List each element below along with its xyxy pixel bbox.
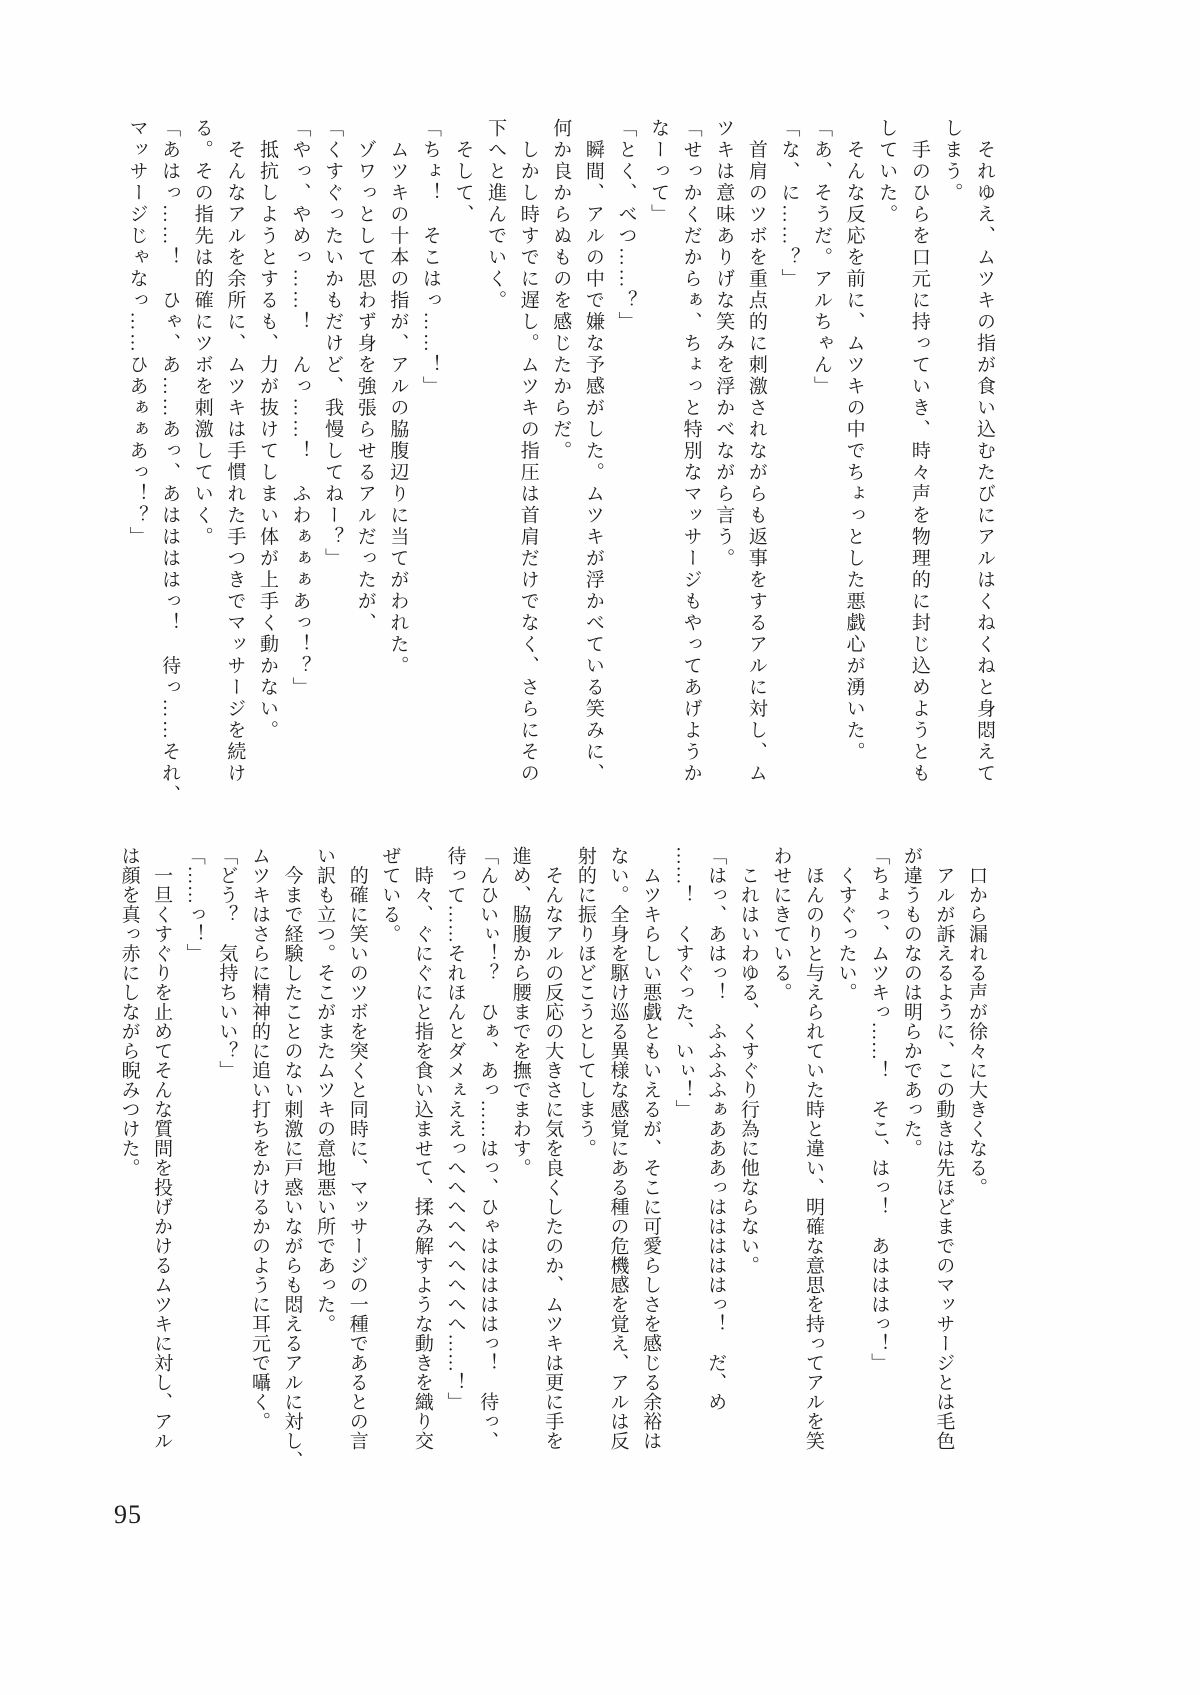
text-line: そんなアルを余所に、ムツキは手慣れた手つきでマッサージを続け <box>224 118 246 785</box>
text-line: ムツキの十本の指が、アルの脇腹辺りに当てがわれた。 <box>387 118 409 677</box>
text-line: 何か良からぬものを感じたからだ。 <box>550 118 572 462</box>
text-line: 的確に笑いのツボを突くと同時に、マッサージの一種であるとの言 <box>346 846 368 1451</box>
text-line: ……！ くすぐった、いぃ！」 <box>672 846 694 1119</box>
text-line: 手のひらを口元に持っていき、時々声を物理的に封じ込めようとも <box>908 118 930 785</box>
text-line: 「……っ！」 <box>183 846 205 963</box>
text-line: これはいわゆる、くすぐり行為に他ならない。 <box>737 846 759 1275</box>
text-line: くすぐったい。 <box>835 846 857 1002</box>
text-line: が違うものなのは明らかであった。 <box>900 846 922 1158</box>
text-line: なーって」 <box>648 118 670 226</box>
text-line: 「とく、べつ……？」 <box>615 118 637 333</box>
text-line: そんな反応を前に、ムツキの中でちょっとした悪戯心が湧いた。 <box>843 118 865 763</box>
text-line: 抵抗しようとするも、力が抜けてしまい体が上手く動かない。 <box>256 118 278 742</box>
text-line: 射的に振りほどこうとしてしまう。 <box>574 846 596 1158</box>
text-line: ぜている。 <box>379 846 401 944</box>
text-line: アルが訴えるように、この動きは先ほどまでのマッサージとは毛色 <box>933 846 955 1451</box>
text-line: ムツキらしい悪戯ともいえるが、そこに可愛らしさを感じる余裕は <box>640 846 662 1451</box>
text-line: していた。 <box>876 118 898 226</box>
text-line: 時々、ぐにぐにと指を食い込ませて、揉み解すような動きを織り交 <box>411 846 433 1451</box>
text-line: 瞬間、アルの中で嫌な予感がした。ムツキが浮かべている笑みに、 <box>582 118 604 785</box>
text-line: 「あはっ……！ ひゃ、あ……あっ、あははははっ！ 待っ……それ、 <box>159 118 181 806</box>
text-line: マッサージじゃなっ……ひあぁぁあっ！？」 <box>126 118 148 548</box>
text-line: 「やっ、やめっ……！ んっ……！ ふわぁぁぁあっ！？」 <box>289 118 311 699</box>
text-line: ツキは意味ありげな笑みを浮かべながら言う。 <box>713 118 735 570</box>
text-line: しかし時すでに遅し。ムツキの指圧は首肩だけでなく、さらにその <box>517 118 539 785</box>
text-line: 待って……それほんとダメぇええっへへへへへへへへへ……！」 <box>444 846 466 1412</box>
text-line: 一旦くすぐりを止めてそんな質問を投げかけるムツキに対し、アル <box>151 846 173 1451</box>
text-line: そんなアルの反応の大きさに気を良くしたのか、ムツキは更に手を <box>542 846 564 1451</box>
text-line: ムツキはさらに精神的に追い打ちをかけるかのように耳元で囁く。 <box>248 846 270 1431</box>
text-line: 「ちょっ、ムツキっ……！ そこ、はっ！ あはははっ！」 <box>868 846 890 1373</box>
text-line: 「せっかくだからぁ、ちょっと特別なマッサージもやってあげようか <box>680 118 702 785</box>
text-line: そして、 <box>452 118 474 226</box>
text-line: ほんのりと与えられていた時と違い、明確な意思を持ってアルを笑 <box>803 846 825 1451</box>
text-line: 「んひいぃ！？ ひぁ、あっ……はっ、ひゃはははははっ！ 待っ、 <box>477 846 499 1451</box>
text-line: は顔を真っ赤にしながら睨みつけた。 <box>118 846 140 1178</box>
text-line: ゾワっとして思わず身を強張らせるアルだったが、 <box>354 118 376 634</box>
text-line: 進め、脇腹から腰までを撫でまわす。 <box>509 846 531 1178</box>
text-line: しまう。 <box>941 118 963 204</box>
text-line: る。その指先は的確にツボを刺激していく。 <box>191 118 213 548</box>
text-line: 「あ、そうだ。アルちゃん」 <box>811 118 833 398</box>
text-line: 今まで経験したことのない刺激に戸惑いながらも悶えるアルに対し、 <box>281 846 303 1470</box>
text-line: 「ちょ！ そこはっ……！」 <box>419 118 441 398</box>
text-line: 「な、に……？」 <box>778 118 800 290</box>
text-line: 「どう？ 気持ちいい？」 <box>216 846 238 1080</box>
text-line: 「くすぐったいかもだけど、我慢してねー？」 <box>322 118 344 570</box>
text-line: わせにきている。 <box>770 846 792 1002</box>
text-line: い訳も立つ。そこがまたムツキの意地悪い所であった。 <box>314 846 336 1334</box>
text-line: それゆえ、ムツキの指が食い込むたびにアルはくねくねと身悶えて <box>974 118 995 785</box>
upper-text-block <box>110 118 1000 848</box>
page-number: 95 <box>114 1500 142 1529</box>
text-line: 下へと進んでいく。 <box>485 118 507 312</box>
text-line: 口から漏れる声が徐々に大きくなる。 <box>966 846 987 1197</box>
text-line: 首肩のツボを重点的に刺激されながらも返事をするアルに対し、ム <box>745 118 767 785</box>
text-line: 「はっ、あはっ！ ふふふふぁあああっはははははっ！ だ、め <box>705 846 727 1412</box>
text-line: ない。全身を駆け巡る異様な感覚にある種の危機感を覚え、アルは反 <box>607 846 629 1451</box>
lower-text-block <box>102 846 992 1496</box>
